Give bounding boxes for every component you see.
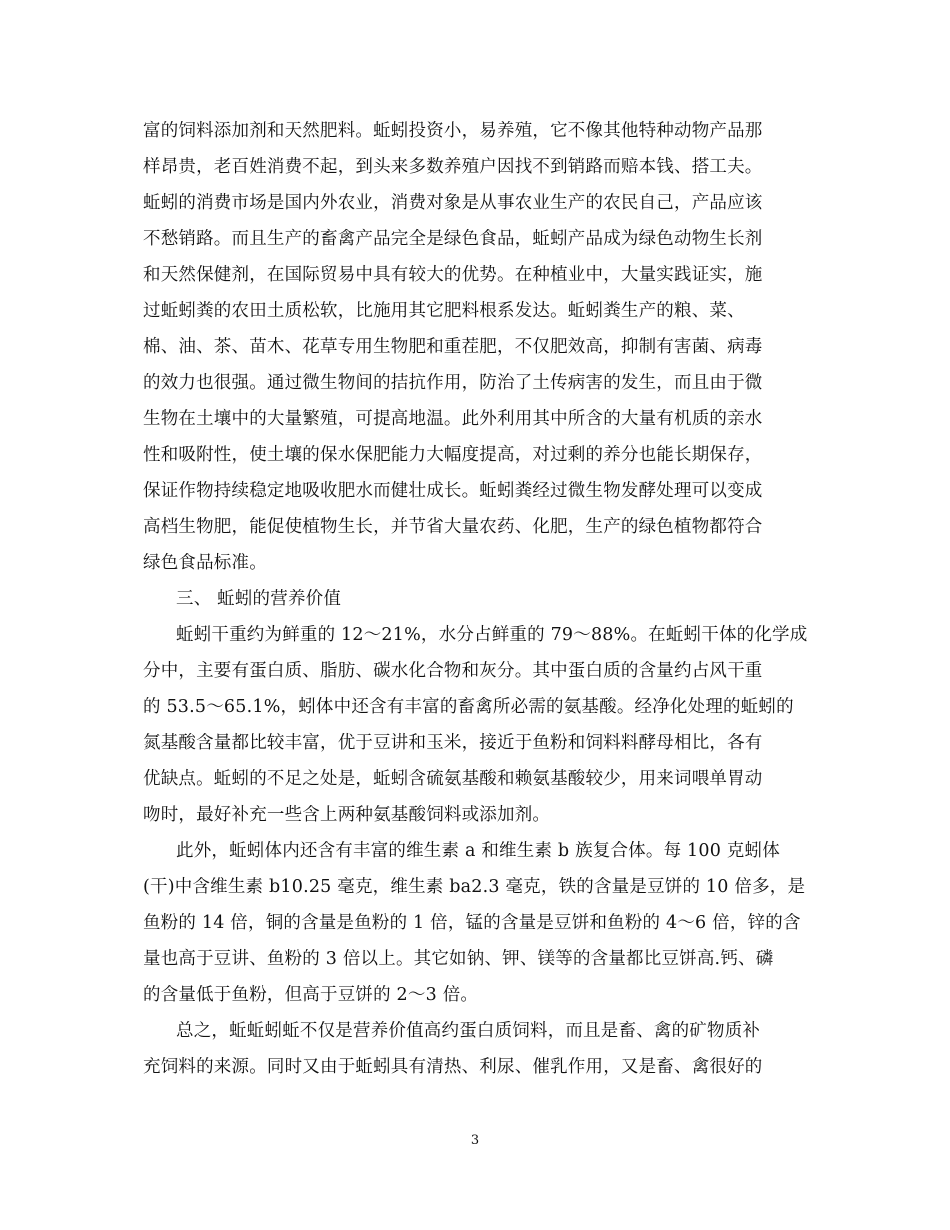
- text-line: 性和吸附性，使土壤的保水保肥能力大幅度提高，对过剩的养分也能长期保存，: [143, 445, 763, 465]
- text-line: 富的饲料添加剂和天然肥料。蚯蚓投资小，易养殖，它不像其他特种动物产品那: [143, 121, 763, 141]
- text-line: 不愁销路。而且生产的畜禽产品完全是绿色食品，蚯蚓产品成为绿色动物生长剂: [143, 229, 763, 249]
- text-line: 棉、油、茶、苗木、花草专用生物肥和重茬肥，不仅肥效高，抑制有害菌、病毒: [143, 337, 763, 357]
- text-line: 氮基酸含量都比较丰富，优于豆讲和玉米，接近于鱼粉和饲料料酵母相比，各有: [143, 733, 763, 753]
- paragraph-start-line: 蚯蚓干重约为鲜重的 12～21%，水分占鲜重的 79～88%。在蚯蚓干体的化学成: [176, 625, 808, 645]
- text-line: 吻时，最好补充一些含上两种氨基酸饲料或添加剂。: [143, 805, 551, 825]
- text-line: 量也高于豆讲、鱼粉的 3 倍以上。其它如钠、钾、镁等的含量都比豆饼高.钙、磷: [143, 949, 774, 969]
- text-line: (干)中含维生素 b10.25 毫克，维生素 ba2.3 毫克，铁的含量是豆饼的 10 倍多，是: [143, 877, 806, 897]
- text-line: 的效力也很强。通过微生物间的拮抗作用，防治了土传病害的发生，而且由于微: [143, 373, 763, 393]
- page-number: 3: [470, 1133, 480, 1148]
- text-line: 样昂贵，老百姓消费不起，到头来多数养殖户因找不到销路而赔本钱、搭工夫。: [143, 157, 763, 177]
- paragraph-start-line: 总之，蚯蚯蚓蚯不仅是营养价值高约蛋白质饲料，而且是畜、禽的矿物质补: [176, 1021, 761, 1041]
- text-line: 绿色食品标准。: [143, 553, 267, 573]
- text-line: 和天然保健剂，在国际贸易中具有较大的优势。在种植业中，大量实践证实，施: [143, 265, 763, 285]
- text-line: 过蚯蚓粪的农田土质松软，比施用其它肥料根系发达。蚯蚓粪生产的粮、菜、: [143, 301, 745, 321]
- text-line: 充饲料的来源。同时又由于蚯蚓具有清热、利尿、催乳作用，又是畜、禽很好的: [143, 1057, 763, 1077]
- section-heading: 三、 蚯蚓的营养价值: [176, 589, 342, 609]
- body-text: [143, 113, 813, 1085]
- text-line: 的含量低于鱼粉，但高于豆饼的 2～3 倍。: [143, 985, 479, 1005]
- text-line: 优缺点。蚯蚓的不足之处是，蚯蚓含硫氨基酸和赖氨基酸较少，用来词喂单胃动: [143, 769, 763, 789]
- text-line: 鱼粉的 14 倍，铜的含量是鱼粉的 1 倍，锰的含量是豆饼和鱼粉的 4～6 倍，锌的含: [143, 913, 801, 933]
- text-line: 分中，主要有蛋白质、脂肪、碳水化合物和灰分。其中蛋白质的含量约占风干重: [143, 661, 763, 681]
- paragraph-start-line: 此外，蚯蚓体内还含有丰富的维生素 a 和维生素 b 族复合体。每 100 克蚓体: [176, 841, 780, 861]
- text-line: 的 53.5～65.1%，蚓体中还含有丰富的畜禽所必需的氨基酸。经净化处理的蚯蚓的: [143, 697, 794, 717]
- text-line: 保证作物持续稳定地吸收肥水而健壮成长。蚯蚓粪经过微生物发酵处理可以变成: [143, 481, 763, 501]
- text-line: 生物在土壤中的大量繁殖，可提高地温。此外利用其中所含的大量有机质的亲水: [143, 409, 763, 429]
- text-line: 高档生物肥，能促使植物生长，并节省大量农药、化肥，生产的绿色植物都符合: [143, 517, 763, 537]
- text-line: 蚯蚓的消费市场是国内外农业，消费对象是从事农业生产的农民自己，产品应该: [143, 193, 763, 213]
